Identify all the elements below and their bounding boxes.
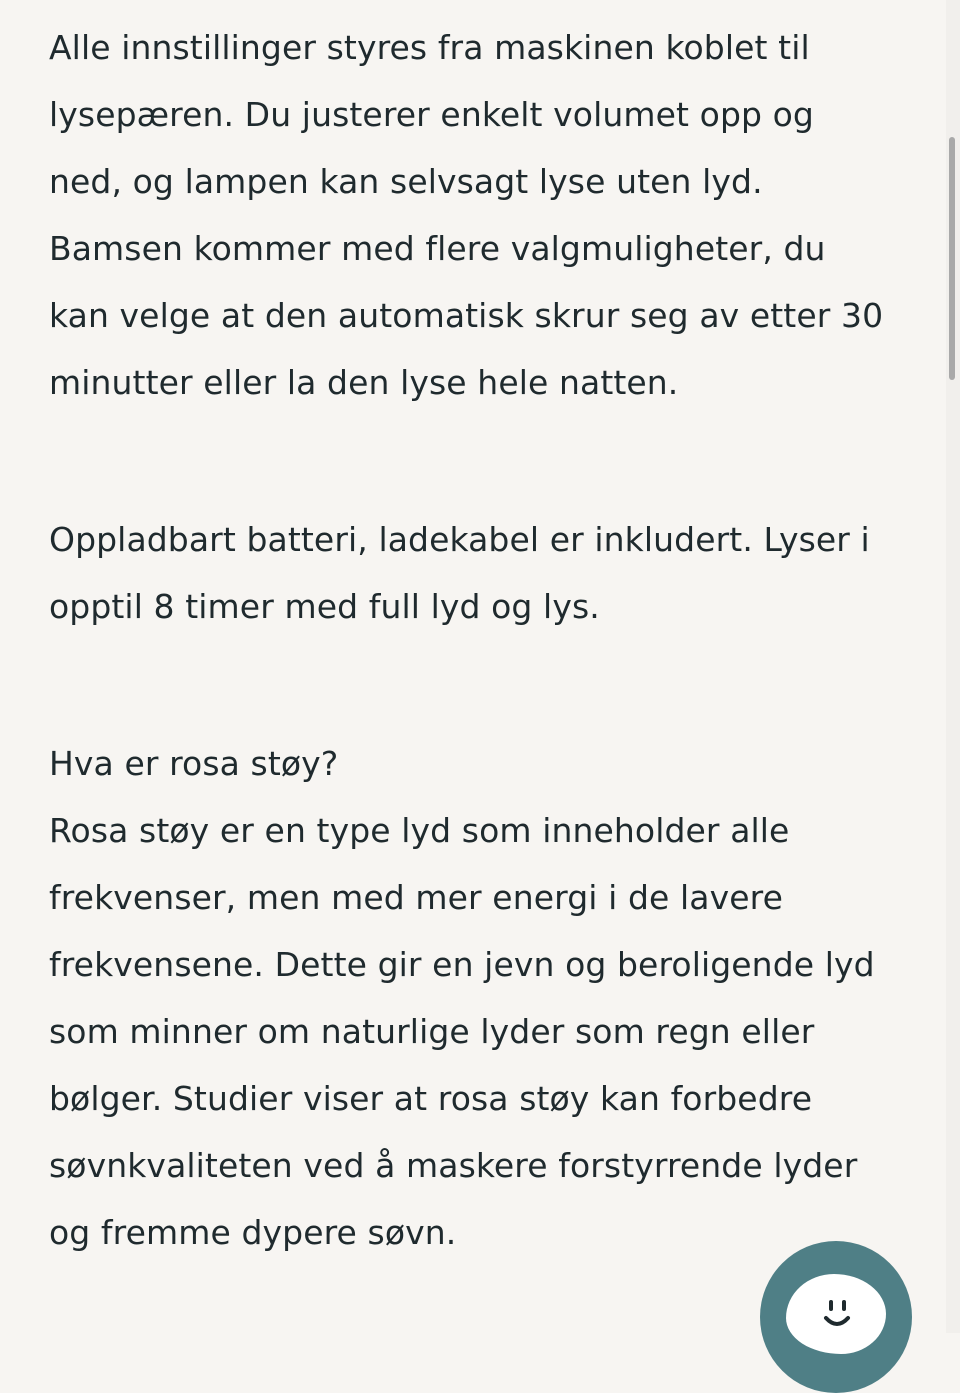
text-line: søvnkvaliteten ved å maskere forstyrrende lyder (49, 1146, 858, 1185)
smiley-face-icon (786, 1274, 886, 1354)
text-line: ned, og lampen kan selvsagt lyse uten lyd. (49, 162, 763, 201)
scrollbar-thumb[interactable] (949, 137, 955, 380)
text-line: kan velge at den automatisk skrur seg av etter 30 (49, 296, 884, 335)
text-line: Rosa støy er en type lyd som inneholder alle (49, 811, 790, 850)
text-line: bølger. Studier viser at rosa støy kan forbedre (49, 1079, 813, 1118)
text-line: som minner om naturlige lyder som regn eller (49, 1012, 815, 1051)
battery-paragraph (49, 506, 929, 640)
text-line: og fremme dypere søvn. (49, 1213, 457, 1252)
pink-noise-heading: Hva er rosa støy? (49, 744, 339, 783)
text-line: frekvensene. Dette gir en jevn og beroligende lyd (49, 945, 875, 984)
paragraph-gap (49, 416, 929, 506)
pink-noise-paragraph (49, 730, 929, 1266)
page-scrollbar[interactable] (946, 0, 960, 1333)
text-line: Bamsen kommer med flere valgmuligheter, du (49, 229, 826, 268)
paragraph-gap (49, 640, 929, 730)
text-line: minutter eller la den lyse hele natten. (49, 363, 679, 402)
text-line: Oppladbart batteri, ladekabel er inkludert. Lyser i (49, 520, 870, 559)
settings-paragraph (49, 14, 929, 416)
text-line: Alle innstillinger styres fra maskinen koblet til (49, 28, 810, 67)
chat-widget-button[interactable] (760, 1241, 912, 1393)
product-description (49, 14, 929, 1266)
text-line: lysepæren. Du justerer enkelt volumet opp og (49, 95, 814, 134)
text-line: frekvenser, men med mer energi i de lavere (49, 878, 783, 917)
text-line: opptil 8 timer med full lyd og lys. (49, 587, 600, 626)
